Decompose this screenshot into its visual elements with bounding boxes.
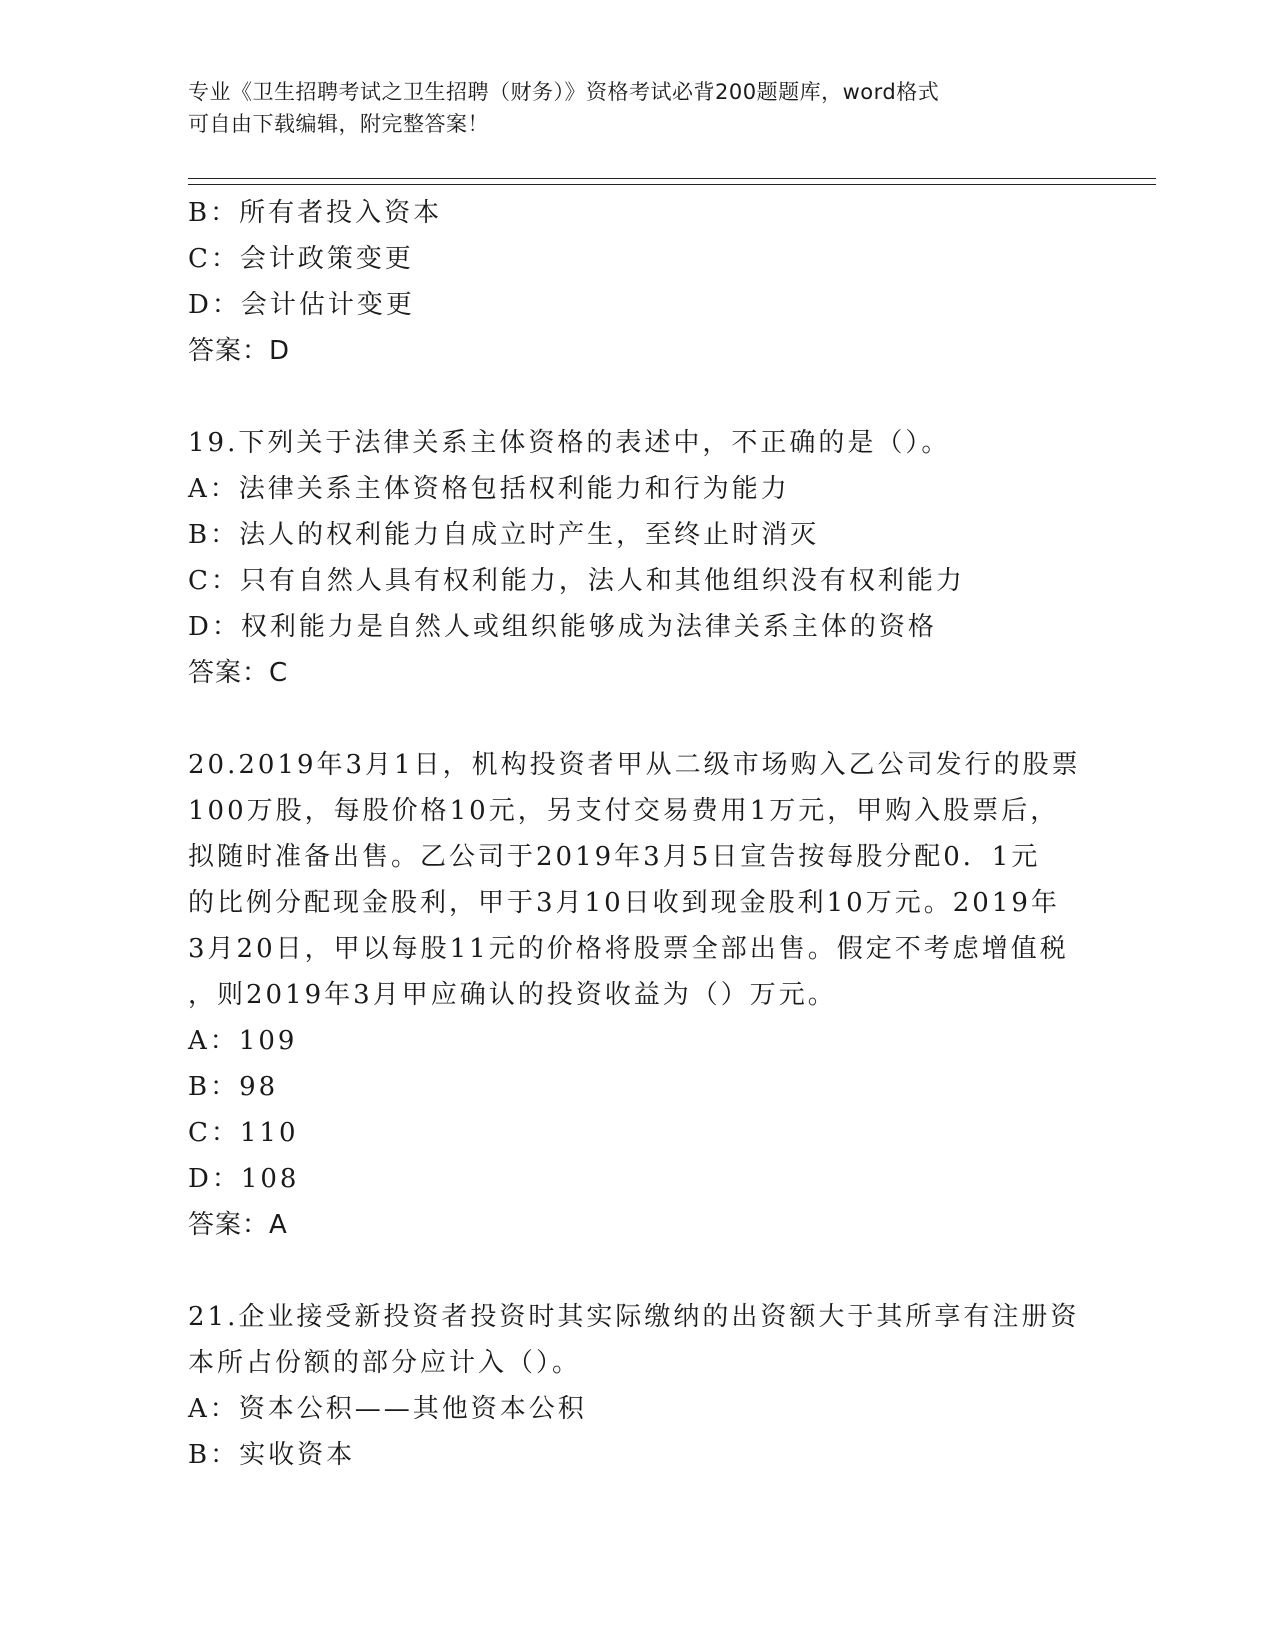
q21-option-a: A：资本公积——其他资本公积 — [188, 1394, 587, 1424]
q20-option-a: A：109 — [188, 1026, 298, 1056]
q19-answer: 答案：C — [188, 658, 289, 688]
header-divider-bottom — [188, 184, 1156, 185]
q20-answer: 答案：A — [188, 1210, 288, 1240]
question-18 — [188, 190, 1088, 374]
q20-stem-line-6: ，则2019年3月甲应确认的投资收益为（）万元。 — [188, 980, 837, 1010]
q19-option-b: B：法人的权利能力自成立时产生，至终止时消灭 — [188, 520, 820, 550]
q19-option-d: D：权利能力是自然人或组织能够成为法律关系主体的资格 — [188, 612, 937, 642]
q20-option-b: B：98 — [188, 1072, 279, 1102]
q20-stem-line-4: 的比例分配现金股利，甲于3月10日收到现金股利10万元。2019年 — [188, 888, 1060, 918]
q20-option-c: C：110 — [188, 1118, 299, 1148]
header-line-2: 可自由下载编辑，附完整答案！ — [188, 112, 489, 136]
q18-option-c: C：会计政策变更 — [188, 244, 414, 274]
q21-stem-line-2: 本所占份额的部分应计入（）。 — [188, 1348, 582, 1378]
question-21 — [188, 1294, 1088, 1478]
q20-option-d: D：108 — [188, 1164, 300, 1194]
q20-stem-line-1: 20.2019年3月1日，机构投资者甲从二级市场购入乙公司发行的股票 — [188, 750, 1081, 780]
q20-stem-line-3: 拟随时准备出售。乙公司于2019年3月5日宣告按每股分配0．1元 — [188, 842, 1041, 872]
q19-stem: 19.下列关于法律关系主体资格的表述中，不正确的是（）。 — [188, 428, 951, 458]
q18-option-d: D：会计估计变更 — [188, 290, 415, 320]
q18-answer: 答案：D — [188, 336, 291, 366]
header-divider-top — [188, 178, 1156, 179]
q19-option-a: A：法律关系主体资格包括权利能力和行为能力 — [188, 474, 790, 504]
q19-option-c: C：只有自然人具有权利能力，法人和其他组织没有权利能力 — [188, 566, 965, 596]
spacer — [188, 1248, 1088, 1294]
q20-stem-line-5: 3月20日，甲以每股11元的价格将股票全部出售。假定不考虑增值税 — [188, 934, 1069, 964]
q21-stem-line-1: 21.企业接受新投资者投资时其实际缴纳的出资额大于其所享有注册资 — [188, 1302, 1080, 1332]
document-body — [188, 190, 1088, 1478]
q21-option-b: B：实收资本 — [188, 1440, 356, 1470]
q20-stem-line-2: 100万股，每股价格10元，另支付交易费用1万元，甲购入股票后， — [188, 796, 1060, 826]
spacer — [188, 696, 1088, 742]
q18-option-b: B：所有者投入资本 — [188, 198, 443, 228]
spacer — [188, 374, 1088, 420]
question-19 — [188, 420, 1088, 696]
page-header — [188, 76, 1088, 140]
header-line-1: 专业《卫生招聘考试之卫生招聘（财务）》资格考试必背200题题库，word格式 — [188, 80, 940, 104]
question-20 — [188, 742, 1088, 1248]
